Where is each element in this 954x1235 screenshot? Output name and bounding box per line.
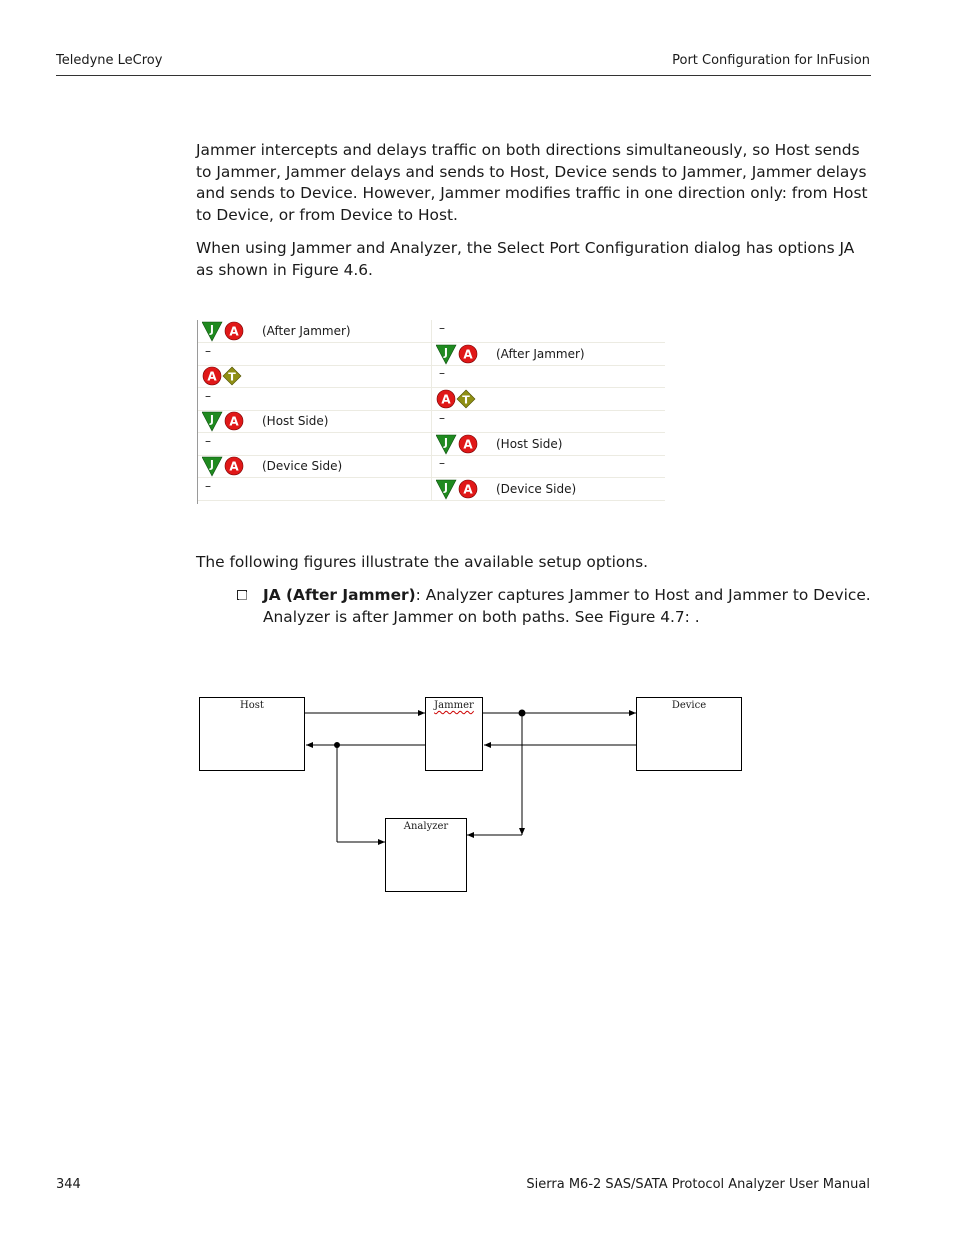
svg-text:A: A <box>207 369 217 384</box>
header-right: Port Configuration for InFusion <box>672 53 870 68</box>
svg-text:J: J <box>210 459 214 471</box>
svg-text:T: T <box>228 370 236 384</box>
empty-dash: – <box>439 456 445 470</box>
svg-text:A: A <box>463 482 473 496</box>
paragraph-port-config: When using Jammer and Analyzer, the Select Port Configuration dialog has options JA as shown in Figure 4.6. <box>196 239 855 279</box>
svg-text:J: J <box>210 324 214 336</box>
empty-dash: – <box>205 433 211 448</box>
port-config-label: (After Jammer) <box>262 324 351 338</box>
port-config-label: (Device Side) <box>496 481 577 496</box>
footer-title: Sierra M6-2 SAS/SATA Protocol Analyzer User Manual <box>526 1177 870 1192</box>
paragraph-jammer-intro: Jammer intercepts and delays traffic on both directions simultaneously, so Host sends to Jammer, Jammer delays and sends to Host, Device sends to Jammer, Jammer delays and sends to Device. However, Jammer modifies traffic in one direction only: from Host to Device, or from Device to Host. <box>196 141 868 225</box>
bullet-text: : Analyzer captures Jammer to Host and Jammer to Device. Analyzer is after Jammer on both paths. See Figure 4.7: . <box>263 586 871 626</box>
empty-dash: – <box>439 321 445 335</box>
svg-text:A: A <box>229 324 239 339</box>
svg-text:A: A <box>229 414 239 429</box>
port-config-label: (After Jammer) <box>496 346 585 361</box>
svg-text:J: J <box>444 436 448 449</box>
empty-dash: – <box>439 366 445 380</box>
analyzer-label: Analyzer <box>403 821 449 832</box>
svg-text:A: A <box>463 347 473 361</box>
footer-page-number: 344 <box>56 1177 81 1192</box>
port-config-label: (Host Side) <box>262 414 329 428</box>
svg-text:J: J <box>444 346 448 359</box>
bullet-title: JA (After Jammer) <box>263 586 416 604</box>
svg-text:T: T <box>462 393 470 406</box>
port-config-label: (Device Side) <box>262 459 343 473</box>
svg-text:A: A <box>229 459 239 474</box>
device-label: Device <box>671 700 707 711</box>
device-box <box>636 697 742 771</box>
svg-text:A: A <box>463 437 473 451</box>
jammer-box <box>425 697 483 771</box>
empty-dash: – <box>205 343 211 358</box>
host-box <box>199 697 305 771</box>
empty-dash: – <box>205 478 211 493</box>
empty-dash: – <box>205 388 211 403</box>
empty-dash: – <box>439 411 445 425</box>
junction-dot-device-side <box>519 710 526 717</box>
header-left: Teledyne LeCroy <box>56 53 163 68</box>
svg-text:J: J <box>444 481 448 494</box>
host-label: Host <box>240 700 264 711</box>
jammer-label: Jammer <box>434 700 474 711</box>
analyzer-box <box>385 818 467 892</box>
port-config-label: (Host Side) <box>496 436 563 451</box>
svg-text:A: A <box>441 392 451 406</box>
paragraph-setup-options: The following figures illustrate the available setup options. <box>196 553 649 571</box>
svg-text:J: J <box>210 414 214 426</box>
junction-dot-host-side <box>334 742 340 748</box>
